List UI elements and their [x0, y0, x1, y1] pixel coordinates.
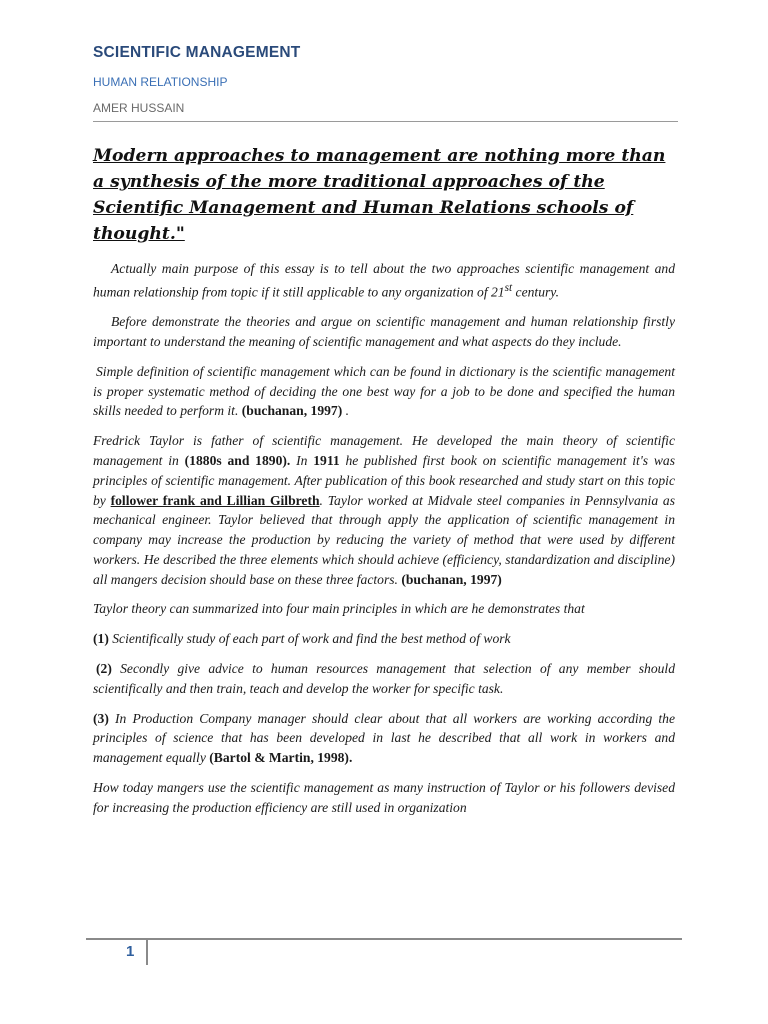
paragraph-text: Fredrick Taylor is father of scientific management. He developed the main theory of scientific management in: [93, 433, 675, 468]
paragraph-text: Simple definition of scientific management which can be found in dictionary is the scientific management is proper systematic method of deciding the one best way for a job to be done and specified the human skills needed to perform it.: [93, 363, 675, 419]
paragraph-purpose: [93, 259, 675, 302]
page-number: 1: [126, 943, 135, 960]
principle-text: In Production Company manager should clear about that all workers are working according the principles of science that has been developed in last he described that all work in workers and management equally: [93, 710, 675, 766]
principle-number: (1): [93, 631, 109, 647]
paragraph-text: Actually main purpose of this essay is to tell about the two approaches scientific management and human relationship from topic if it still applicable to any organization of 21: [93, 261, 675, 300]
header-divider: [93, 121, 678, 122]
paragraph-definition: [93, 362, 675, 421]
principle-3: [93, 709, 675, 768]
principle-number: (2): [96, 661, 112, 677]
principle-number: (3): [93, 710, 109, 726]
ordinal-suffix: st: [504, 281, 513, 294]
header-author: AMER HUSSAIN: [93, 101, 185, 115]
paragraph-text: In: [290, 452, 314, 468]
footer-divider: [86, 938, 682, 940]
principle-text: Scientifically study of each part of work and find the best method of work: [108, 631, 511, 647]
gilbreth-link[interactable]: follower frank and Lillian Gilbreth: [110, 492, 320, 508]
header-subtitle: HUMAN RELATIONSHIP: [93, 75, 228, 89]
footer-separator: [146, 940, 148, 965]
paragraph-today: How today mangers use the scientific management as many instruction of Taylor or his followers devised for increasing the production efficiency are still used in organization: [93, 780, 675, 815]
paragraph-taylor: [93, 431, 675, 589]
principle-text: Secondly give advice to human resources management that selection of any member should scientifically and then train, teach and develop the worker for specific task.: [93, 661, 675, 696]
paragraph-text: he published first book on scientific management it's was principles of scientific management. After publication of this book researched and study start on this topic by: [93, 452, 675, 508]
paragraph-text: .: [342, 403, 350, 419]
principle-1: [93, 629, 675, 649]
citation: (buchanan, 1997): [401, 571, 502, 587]
principle-2: [93, 659, 675, 699]
date-range: (1880s and 1890).: [184, 452, 291, 468]
citation: (buchanan, 1997): [241, 403, 343, 419]
year: 1911: [313, 452, 340, 468]
paragraph-intro: Before demonstrate the theories and argue on scientific management and human relationship firstly important to understand the meaning of scientific management and what aspects do they include.: [93, 314, 675, 349]
paragraph-principles-intro: Taylor theory can summarized into four main principles in which are he demonstrates that: [93, 601, 585, 617]
paragraph-text: . Taylor worked at Midvale steel companies in Pennsylvania as mechanical engineer. Taylor believed that through apply the application of scientific management in company may increase the production by reducing the variety of method that were used by different workers. He described the three elements which should achieve (efficiency, standardization and discipline) all mangers decision should base on these three factors.: [93, 492, 675, 587]
paragraph-text: century.: [512, 284, 559, 300]
document-body: [93, 143, 675, 828]
citation: (Bartol & Martin, 1998).: [209, 750, 353, 766]
essay-title: Modern approaches to management are nothing more than a synthesis of the more traditional approaches of the Scientific Management and Human Relations schools of thought.": [93, 146, 666, 244]
header-title: SCIENTIFIC MANAGEMENT: [93, 44, 301, 61]
